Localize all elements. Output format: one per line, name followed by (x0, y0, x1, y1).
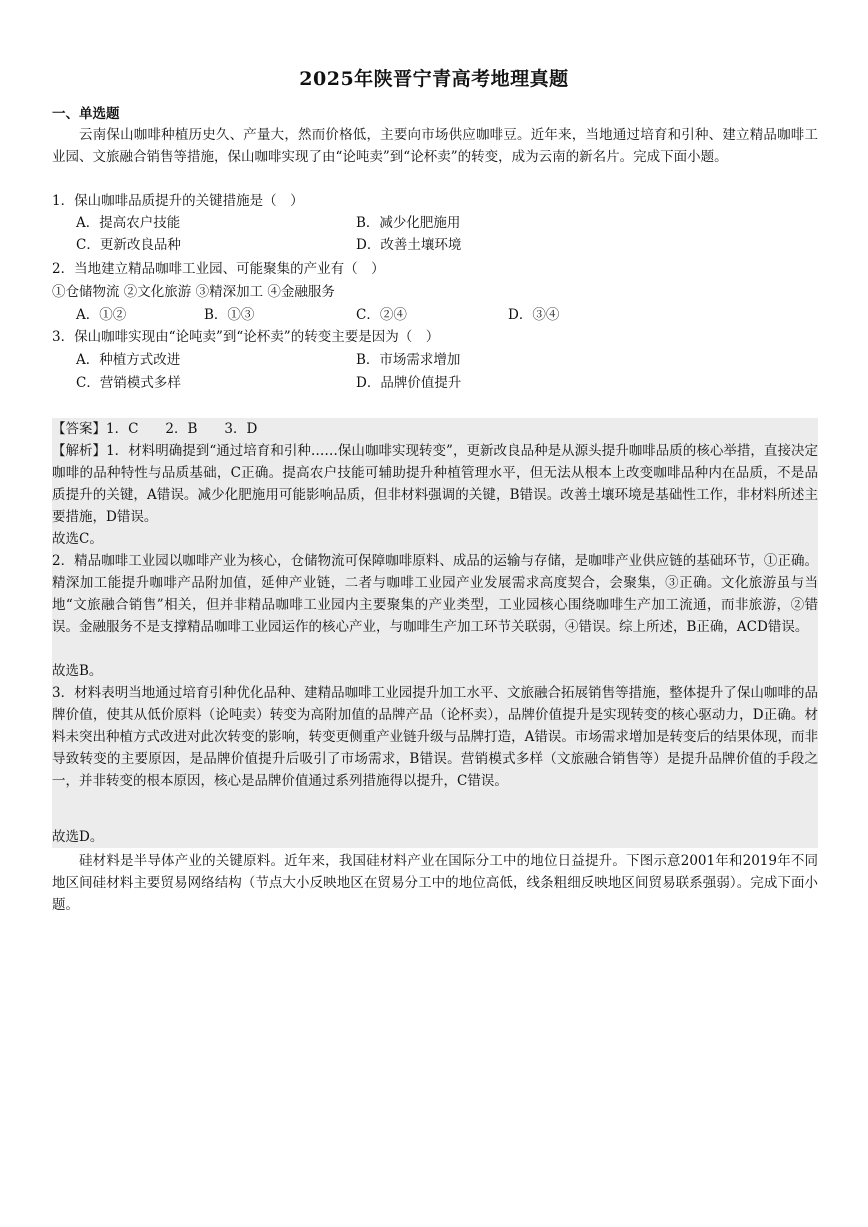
question-2-option-c: C．②④ (356, 307, 407, 323)
question-1-stem: 1．保山咖啡品质提升的关键措施是（ ） (52, 193, 304, 209)
analysis-q2-conclusion: 故选B。 (52, 663, 103, 679)
question-2-stem: 2．当地建立精品咖啡工业园、可能聚集的产业有（ ） (52, 261, 385, 277)
question-2-sub-items: ①仓储物流 ②文化旅游 ③精深加工 ④金融服务 (52, 284, 335, 300)
answer-line: 【答案】1．C 2．B 3．D (52, 421, 258, 437)
page-title: 2025年陕晋宁青高考地理真题 (299, 68, 569, 90)
question-1-option-b: B．减少化肥施用 (356, 215, 461, 231)
question-3-option-a: A．种植方式改进 (76, 352, 181, 368)
analysis-q3-conclusion: 故选D。 (52, 829, 104, 845)
analysis-q1-conclusion: 故选C。 (52, 531, 103, 547)
question-2-option-b: B．①③ (204, 307, 255, 323)
analysis-q2: 2．精品咖啡工业园以咖啡产业为核心，仓储物流可保障咖啡原料、成品的运输与存储，是咖啡产业供应链的基础环节，①正确。精深加工能提升咖啡产品附加值，延伸产业链，二者与咖啡工业园产业发展需求高度契合，会聚集，③正确。文化旅游虽与当地“文旅融合销售”相关，但并非精品咖啡工业园内主要聚集的产业类型，工业园核心围绕咖啡生产加工流通，而非旅游，②错误。金融服务不是支撑精品咖啡工业园运作的核心产业，与咖啡生产加工环节关联弱，④错误。综上所述，B正确，ACD错误。 (52, 553, 818, 635)
question-3-stem: 3．保山咖啡实现由“论吨卖”到“论杯卖”的转变主要是因为（ ） (52, 329, 440, 345)
question-3-option-d: D．品牌价值提升 (356, 375, 462, 391)
section-heading: 一、单选题 (52, 106, 120, 122)
intro-paragraph: 云南保山咖啡种植历史久、产量大，然而价格低，主要向市场供应咖啡豆。近年来，当地通过培育和引种、建立精品咖啡工业园、文旅融合销售等措施，保山咖啡实现了由“论吨卖”到“论杯卖”的转变，成为云南的新名片。完成下面小题。 (52, 127, 818, 165)
analysis-q3: 3．材料表明当地通过培育引种优化品种、建精品咖啡工业园提升加工水平、文旅融合拓展销售等措施，整体提升了保山咖啡的品牌价值，使其从低价原料（论吨卖）转变为高附加值的品牌产品（论杯卖），品牌价值提升是实现转变的核心驱动力，D正确。材料未突出种植方式改进对此次转变的影响，转变更侧重产业链升级与品牌打造，A错误。市场需求增加是转变后的结果体现，而非导致转变的主要原因，是品牌价值提升后吸引了市场需求，B错误。营销模式多样（文旅融合销售等）是提升品牌价值的手段之一，并非转变的根本原因，核心是品牌价值通过系列措施得以提升，C错误。 (52, 685, 818, 789)
next-intro-paragraph: 硅材料是半导体产业的关键原料。近年来，我国硅材料产业在国际分工中的地位日益提升。下图示意2001年和2019年不同地区间硅材料主要贸易网络结构（节点大小反映地区在贸易分工中的地位高低，线条粗细反映地区间贸易联系强弱）。完成下面小题。 (52, 853, 818, 913)
question-2-option-d: D．③④ (508, 307, 560, 323)
analysis-q1: 【解析】1．材料明确提到“通过培育和引种……保山咖啡实现转变”，更新改良品种是从源头提升咖啡品质的核心举措，直接决定咖啡的品种特性与品质基础，C正确。提高农户技能可辅助提升种植管理水平，但无法从根本上改变咖啡品种内在品质，不是品质提升的关键，A错误。减少化肥施用可能影响品质，但非材料强调的关键，B错误。改善土壤环境是基础性工作，非材料所述主要措施，D错误。 (52, 443, 818, 525)
question-3-option-c: C．营销模式多样 (76, 375, 181, 391)
question-1-option-a: A．提高农户技能 (76, 215, 181, 231)
question-1-option-d: D．改善土壤环境 (356, 237, 462, 253)
question-2-option-a: A．①② (76, 307, 127, 323)
question-3-option-b: B．市场需求增加 (356, 352, 461, 368)
question-1-option-c: C．更新改良品种 (76, 237, 181, 253)
